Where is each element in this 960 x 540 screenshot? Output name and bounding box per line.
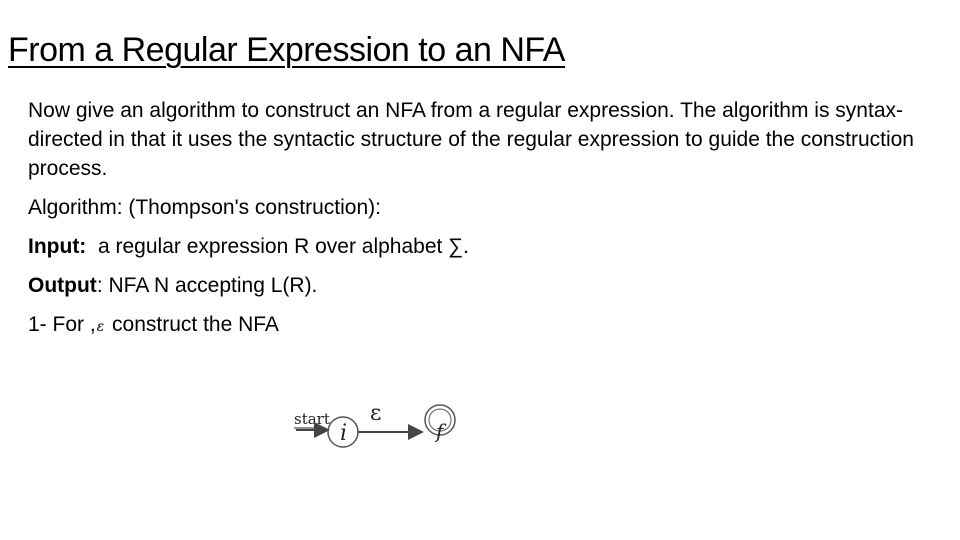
input-label: Input: [28, 235, 87, 258]
output-text: : NFA N accepting L(R). [96, 274, 318, 297]
edge-epsilon-label: ε [370, 401, 382, 426]
intro-paragraph: Now give an algorithm to construct an NFA from a regular expression. The algorithm is syntax-directed in that it uses the syntactic structure of the regular expression to guide the construction process. [28, 99, 914, 180]
input-text: a regular expression R over alphabet ∑. [86, 235, 469, 258]
step-1-suffix: construct the NFA [106, 313, 279, 336]
output-label: Output [28, 274, 97, 297]
output-line [28, 271, 938, 300]
slide-title: From a Regular Expression to an NFA [8, 31, 565, 69]
step-1-prefix: 1- For , [28, 313, 96, 336]
start-label: start [294, 410, 330, 428]
final-state-label: f [436, 419, 444, 443]
start-state-label: i [340, 421, 348, 446]
epsilon-symbol: ε [96, 319, 105, 335]
input-line [28, 232, 938, 261]
algorithm-heading: Algorithm: (Thompson's construction): [28, 196, 381, 219]
nfa-epsilon-diagram [292, 392, 472, 472]
step-1-line [28, 310, 938, 342]
slide-body [28, 96, 938, 342]
